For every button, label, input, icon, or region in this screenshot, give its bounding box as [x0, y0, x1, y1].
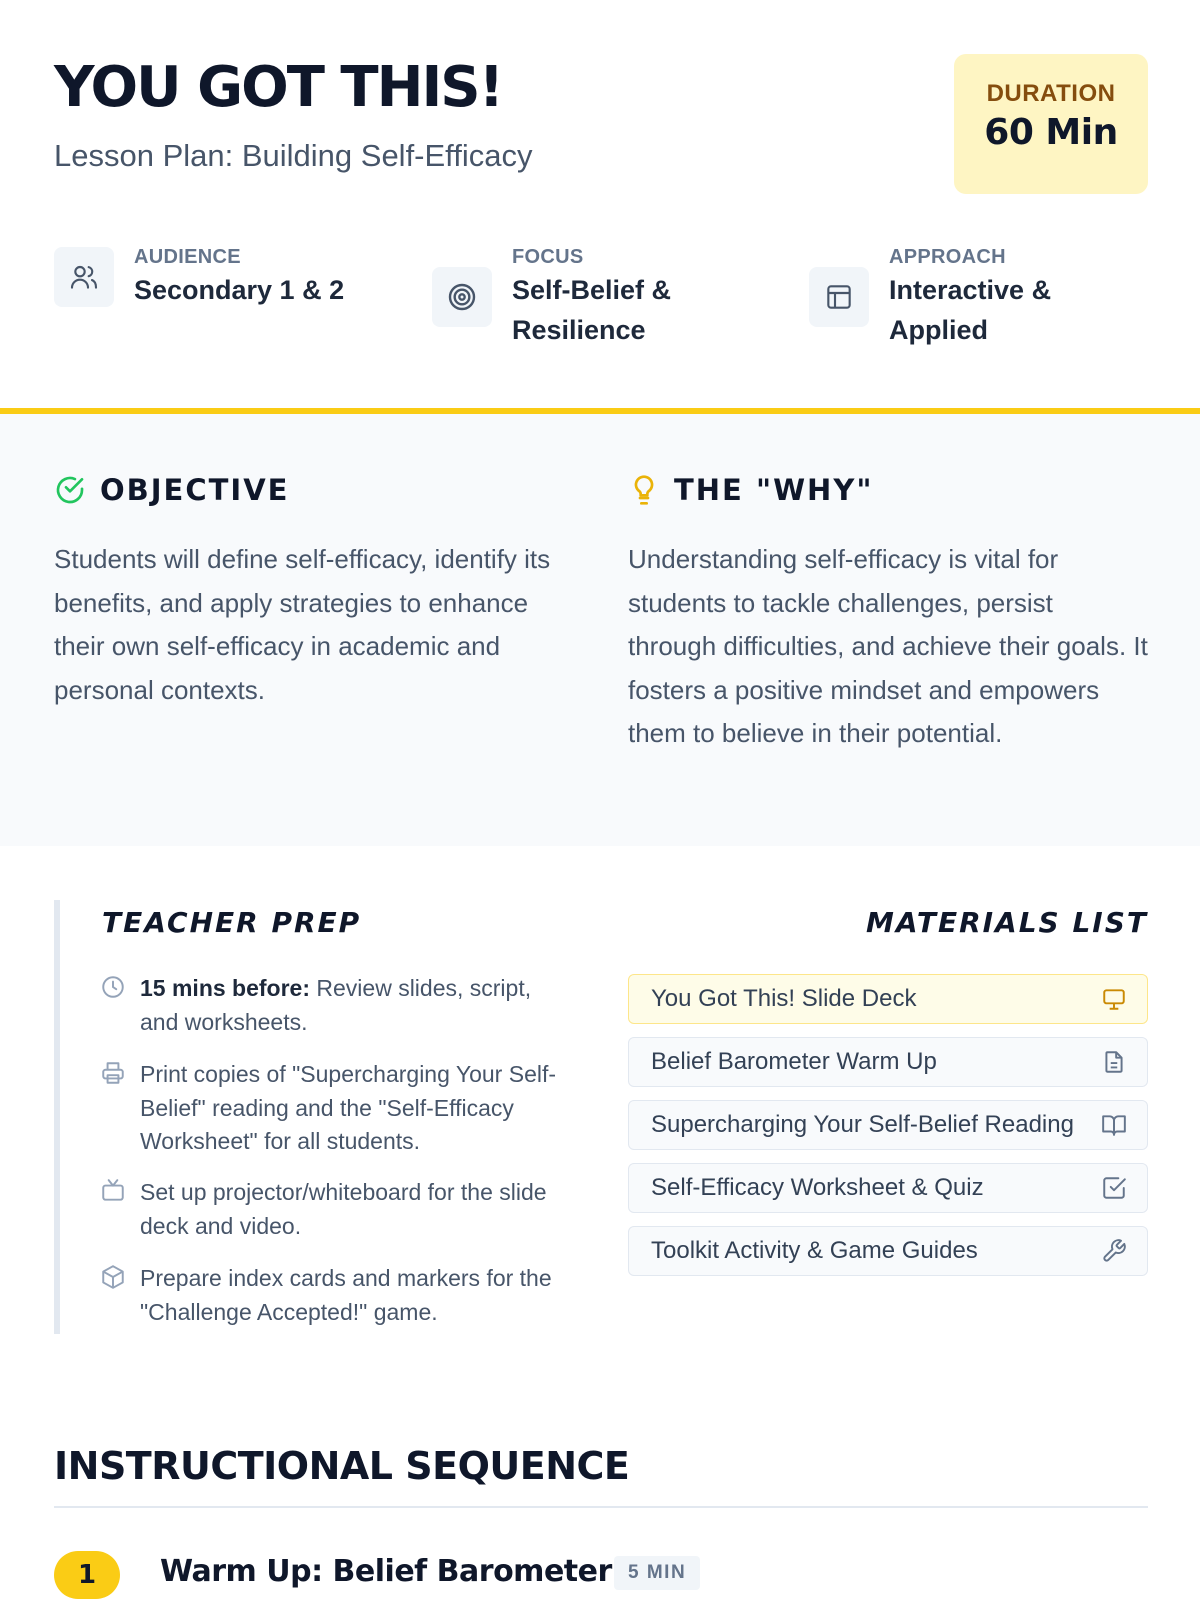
prep-item-text: Print copies of "Supercharging Your Self-Belief" reading and the "Self-Efficacy Worksheet" for all students.	[140, 1061, 557, 1154]
check-square-icon	[1101, 1175, 1127, 1201]
meta-audience	[54, 244, 344, 310]
prep-item	[100, 972, 570, 1039]
meta-label: FOCUS	[512, 246, 584, 268]
teacher-prep	[54, 900, 574, 1334]
page-subtitle: Lesson Plan: Building Self-Efficacy	[54, 138, 533, 173]
meta-label: AUDIENCE	[134, 246, 241, 268]
prep-item-text: Prepare index cards and markers for the "Challenge Accepted!" game.	[140, 1265, 552, 1325]
material-item-warm-up[interactable]	[628, 1037, 1148, 1087]
sequence-divider	[54, 1506, 1148, 1508]
objective-section	[0, 414, 1200, 846]
wrench-icon	[1101, 1238, 1127, 1264]
material-item-reading[interactable]	[628, 1100, 1148, 1150]
step-title: Warm Up: Belief Barometer	[160, 1554, 612, 1589]
clock-icon	[100, 972, 140, 1039]
material-label: Belief Barometer Warm Up	[651, 1048, 937, 1075]
duration-value: 60 Min	[984, 112, 1118, 153]
meta-label: APPROACH	[889, 246, 1006, 268]
material-label: You Got This! Slide Deck	[651, 985, 917, 1012]
printer-icon	[100, 1058, 140, 1159]
meta-value: Self-Belief & Resilience	[512, 275, 672, 345]
users-icon	[54, 247, 114, 307]
monitor-icon	[1101, 986, 1127, 1012]
why-block	[628, 466, 1148, 756]
target-icon	[432, 267, 492, 327]
meta-focus	[432, 244, 712, 350]
book-open-icon	[1101, 1112, 1127, 1138]
prep-item-text: Review slides, script, and worksheets.	[140, 975, 532, 1035]
teacher-prep-heading: TEACHER PREP	[102, 906, 362, 939]
tv-icon	[100, 1176, 140, 1243]
objective-text: Students will define self-efficacy, identify its benefits, and apply strategies to enhance their own self-efficacy in academic and personal contexts.	[54, 544, 551, 705]
materials-list	[628, 900, 1148, 1264]
check-circle-icon	[54, 474, 86, 506]
duration-label: DURATION	[986, 80, 1116, 107]
material-item-toolkit[interactable]	[628, 1226, 1148, 1276]
layout-icon	[809, 267, 869, 327]
prep-item-bold: 15 mins before:	[140, 975, 310, 1001]
material-label: Self-Efficacy Worksheet & Quiz	[651, 1174, 984, 1201]
prep-item	[100, 1262, 570, 1329]
meta-value: Secondary 1 & 2	[134, 275, 345, 305]
lightbulb-icon	[628, 474, 660, 506]
lesson-header	[0, 0, 1200, 408]
objective-block	[54, 466, 574, 712]
why-heading: THE "WHY"	[674, 473, 874, 507]
material-item-slide-deck[interactable]	[628, 974, 1148, 1024]
materials-heading: MATERIALS LIST	[865, 906, 1148, 939]
prep-item-text: Set up projector/whiteboard for the slide deck and video.	[140, 1179, 547, 1239]
prep-item	[100, 1176, 570, 1243]
meta-value: Interactive & Applied	[889, 275, 1052, 345]
step-number: 1	[54, 1551, 120, 1599]
step-duration-badge: 5 MIN	[614, 1556, 700, 1590]
box-icon	[100, 1262, 140, 1329]
material-item-worksheet[interactable]	[628, 1163, 1148, 1213]
sequence-heading: INSTRUCTIONAL SEQUENCE	[54, 1444, 630, 1488]
material-label: Supercharging Your Self-Belief Reading	[651, 1111, 1074, 1138]
duration-badge	[954, 54, 1148, 194]
objective-heading: OBJECTIVE	[100, 473, 290, 507]
why-text: Understanding self-efficacy is vital for students to tackle challenges, persist through difficulties, and achieve their goals. It fosters a positive mindset and empowers them to believe in their potential.	[628, 544, 1148, 748]
meta-approach	[809, 244, 1089, 350]
material-label: Toolkit Activity & Game Guides	[651, 1237, 978, 1264]
page-title: YOU GOT THIS!	[54, 55, 503, 120]
prep-item	[100, 1058, 570, 1159]
file-text-icon	[1101, 1049, 1127, 1075]
